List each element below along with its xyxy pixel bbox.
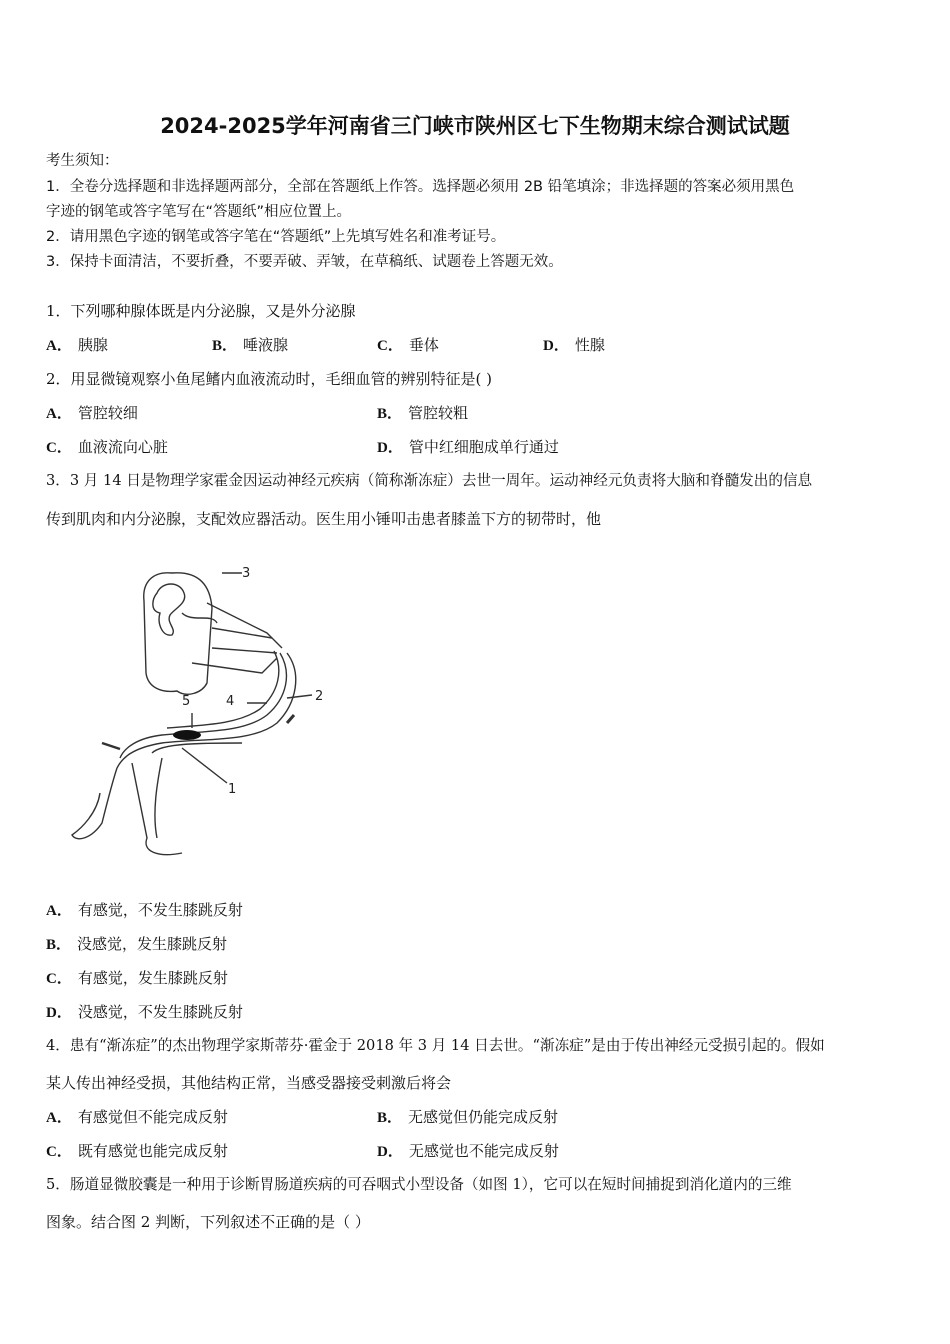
question-3-stem: 3．3 月 14 日是物理学家霍金因运动神经元疾病（简称渐冻症）去世一周年。运动神经元负责将大脑和脊髓发出的信息 xyxy=(46,472,813,489)
question-1-option-b: B． 唾液腺 xyxy=(212,336,289,354)
notice-item: 3．保持卡面清洁，不要折叠，不要弄破、弄皱，在草稿纸、试题卷上答题无效。 xyxy=(46,254,563,270)
question-2-option-a: A． 管腔较细 xyxy=(46,404,138,422)
question-1-stem: 1．下列哪种腺体既是内分泌腺，又是外分泌腺 xyxy=(46,302,356,320)
question-4-stem: 4．患有“渐冻症”的杰出物理学家斯蒂芬·霍金于 2018 年 3 月 14 日去世。“渐冻症”是由于传出神经元受损引起的。假如 xyxy=(46,1037,825,1054)
question-2-option-d: D． 管中红细胞成单行通过 xyxy=(377,438,559,456)
figure-label-5: 5 xyxy=(182,694,191,709)
question-3-option-a: A． 有感觉，不发生膝跳反射 xyxy=(46,901,243,919)
exam-title: 2024-2025学年河南省三门峡市陕州区七下生物期末综合测试试题 xyxy=(160,114,790,138)
question-2-option-b: B． 管腔较粗 xyxy=(377,404,469,422)
knee-jerk-reflex-diagram xyxy=(62,553,342,873)
question-4-option-a: A． 有感觉但不能完成反射 xyxy=(46,1108,228,1126)
figure-label-2: 2 xyxy=(315,689,324,704)
figure-label-4: 4 xyxy=(226,694,235,709)
question-4-option-d: D． 无感觉也不能完成反射 xyxy=(377,1142,559,1160)
notice-item: 1．全卷分选择题和非选择题两部分，全部在答题纸上作答。选择题必须用 2B 铅笔填涂；非选择题的答案必须用黑色 xyxy=(46,179,795,195)
figure-label-3: 3 xyxy=(242,566,251,581)
notice-heading: 考生须知： xyxy=(46,153,119,169)
question-1-option-a: A． 胰腺 xyxy=(46,336,108,354)
question-3-stem: 传到肌肉和内分泌腺，支配效应器活动。医生用小锤叩击患者膝盖下方的韧带时，他 xyxy=(46,510,602,528)
question-3-option-d: D． 没感觉，不发生膝跳反射 xyxy=(46,1003,243,1021)
question-3-option-c: C． 有感觉，发生膝跳反射 xyxy=(46,969,228,987)
question-4-option-b: B． 无感觉但仍能完成反射 xyxy=(377,1108,559,1126)
figure-label-1: 1 xyxy=(228,782,237,797)
question-4-stem: 某人传出神经受损，其他结构正常，当感受器接受刺激后将会 xyxy=(46,1074,452,1092)
question-1-option-d: D． 性腺 xyxy=(543,336,605,354)
question-5-stem: 5．肠道显微胶囊是一种用于诊断胃肠道疾病的可吞咽式小型设备（如图 1），它可以在短时间捕捉到消化道内的三维 xyxy=(46,1176,792,1193)
notice-item: 2．请用黑色字迹的钢笔或答字笔在“答题纸”上先填写姓名和准考证号。 xyxy=(46,229,506,245)
question-4-option-c: C． 既有感觉也能完成反射 xyxy=(46,1142,228,1160)
question-2-option-c: C． 血液流向心脏 xyxy=(46,438,168,456)
question-1-option-c: C． 垂体 xyxy=(377,336,439,354)
notice-item: 字迹的钢笔或答字笔写在“答题纸”相应位置上。 xyxy=(46,204,352,220)
question-3-option-b: B． 没感觉，发生膝跳反射 xyxy=(46,935,228,953)
question-2-stem: 2．用显微镜观察小鱼尾鳍内血液流动时，毛细血管的辨别特征是( ) xyxy=(46,370,493,388)
question-5-stem: 图象。结合图 2 判断，下列叙述不正确的是（ ） xyxy=(46,1213,370,1231)
